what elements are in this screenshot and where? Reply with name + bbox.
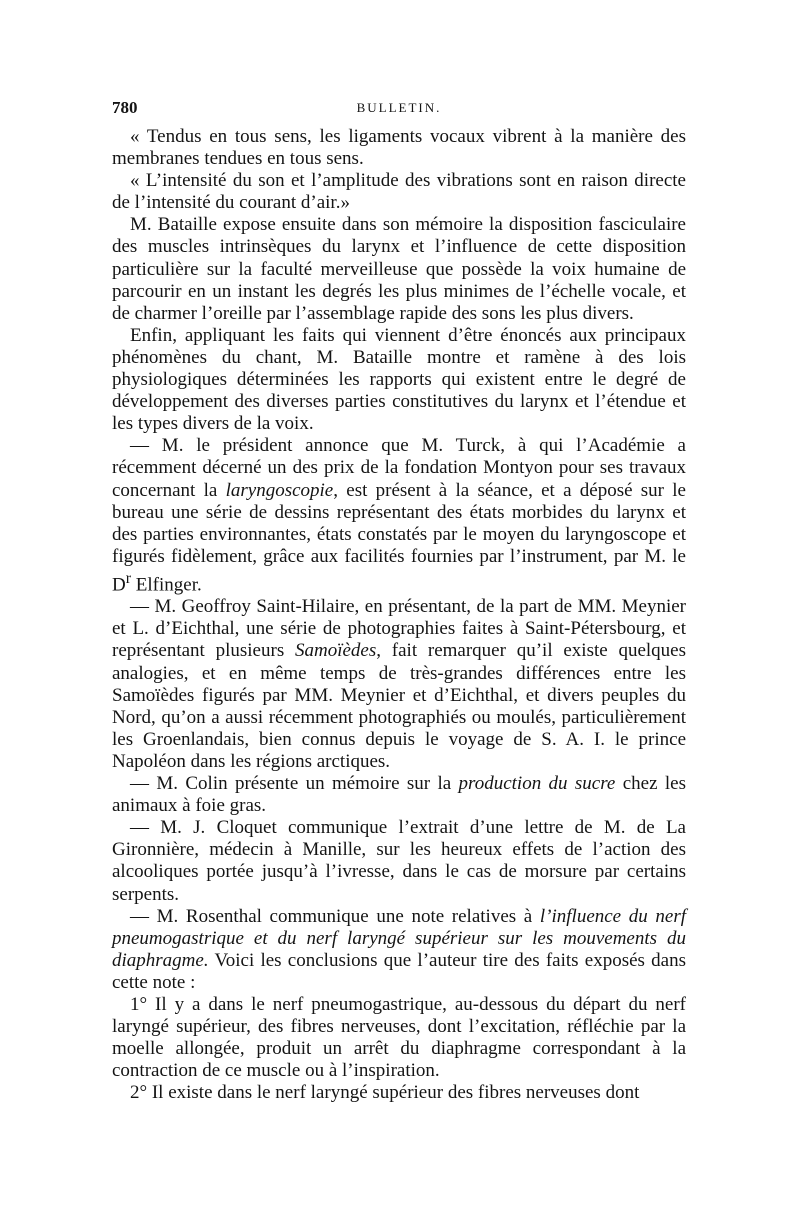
italic-text: laryngoscopie bbox=[225, 479, 334, 501]
paragraph-text: — M. Colin présente un mémoire sur la bbox=[130, 773, 459, 795]
paragraph-p2 bbox=[112, 170, 686, 214]
paragraph-p10 bbox=[112, 994, 686, 1082]
italic-text: l’influence du nerf pneumogastrique et du nerf laryngé supérieur sur les mouvements du diaphragme. bbox=[112, 905, 686, 971]
paragraph-text: M. Bataille expose ensuite dans son mémoire la disposition fasciculaire des muscles intrinsèques du larynx et l’influence de cette disposition particulière sur la faculté merveilleuse que possède la voix humaine de parcourir en un instant les degrés les plus minimes de l’échelle vocale, et de charmer l’oreille par l’assemblage rapide des sons les plus divers. bbox=[112, 214, 686, 324]
paragraph-text: Enfin, appliquant les faits qui viennent d’être énoncés aux principaux phénomènes du chant, M. Bataille montre et ramène à des lois physiologiques déterminées les rapports qui existent entre le degré de développement des diverses parties constitutives du larynx et l’étendue et les types divers de la voix. bbox=[112, 324, 686, 435]
paragraph-p1 bbox=[112, 126, 686, 170]
body-text bbox=[112, 126, 686, 1104]
paragraph-p3 bbox=[112, 214, 686, 324]
paragraph-text: — M. Rosenthal communique une note relatives à bbox=[130, 905, 540, 927]
paragraph-p5 bbox=[112, 435, 686, 596]
paragraph-text: — M. Geoffroy Saint-Hilaire, en présentant, de la part de MM. Meynier et L. d’Eichthal, une série de photographies faites à Saint-Pétersbourg, et représentant plusieurs bbox=[112, 596, 686, 662]
superscript-text: r bbox=[125, 569, 132, 587]
running-title: BULLETIN. bbox=[356, 100, 442, 115]
paragraph-p8 bbox=[112, 817, 686, 905]
paragraph-text: « Tendus en tous sens, les ligaments vocaux vibrent à la manière des membranes tendues en tous sens. bbox=[112, 126, 686, 170]
paragraph-text: , fait remarquer qu’il existe quelques analogies, et en même temps de très-grandes différences entre les Samoïèdes figurés par MM. Meynier et d’Eichthal, et divers peuples du Nord, qu’on a aussi récemment photographiés ou moulés, particulièrement les Groenlandais, bien connus depuis le voyage de S. A. I. le prince Napoléon dans les régions arctiques. bbox=[112, 640, 686, 772]
paragraph-text: Voici les conclusions que l’auteur tire des faits exposés dans cette note : bbox=[112, 949, 686, 993]
paragraph-text: 1° Il y a dans le nerf pneumogastrique, au-dessous du départ du nerf laryngé supérieur, des fibres nerveuses, dont l’excitation, réfléchie par la moelle allongée, produit un arrêt du diaphragme correspondant à la contraction de ce muscle ou à l’inspiration. bbox=[112, 993, 686, 1082]
paragraph-text: Elfinger. bbox=[131, 574, 202, 596]
paragraph-p4 bbox=[112, 325, 686, 435]
page-number: 780 bbox=[112, 98, 138, 117]
paragraph-text: « L’intensité du son et l’amplitude des vibrations sont en raison directe de l’intensité du courant d’air.» bbox=[112, 170, 686, 214]
italic-text: Samoïèdes bbox=[295, 640, 377, 662]
paragraph-p6 bbox=[112, 596, 686, 773]
paragraph-text: , est présent à la séance, et a déposé sur le bureau une série de dessins représentant des états morbides du larynx et des parties environnantes, états constatés par le moyen du laryngoscope et figurés fidèlement, grâce aux facilités fournies par l’instrument, par M. le D bbox=[112, 479, 686, 596]
paragraph-p7 bbox=[112, 773, 686, 817]
page-header bbox=[112, 98, 686, 126]
paragraph-p11 bbox=[112, 1082, 686, 1104]
book-page bbox=[112, 98, 686, 1104]
paragraph-text: — M. J. Cloquet communique l’extrait d’une lettre de M. de La Gironnière, médecin à Manille, sur les heureux effets de l’action des alcooliques portée jusqu’à l’ivresse, dans le cas de morsure par certains serpents. bbox=[112, 817, 686, 905]
paragraph-text: — M. le président annonce que M. Turck, à qui l’Académie a récemment décerné un des prix de la fondation Montyon pour ses travaux concernant la bbox=[112, 435, 686, 501]
paragraph-text: 2° Il existe dans le nerf laryngé supérieur des fibres nerveuses dont bbox=[130, 1082, 640, 1104]
italic-text: production du sucre bbox=[458, 773, 616, 795]
paragraph-p9 bbox=[112, 906, 686, 994]
paragraph-text: chez les animaux à foie gras. bbox=[112, 773, 686, 817]
